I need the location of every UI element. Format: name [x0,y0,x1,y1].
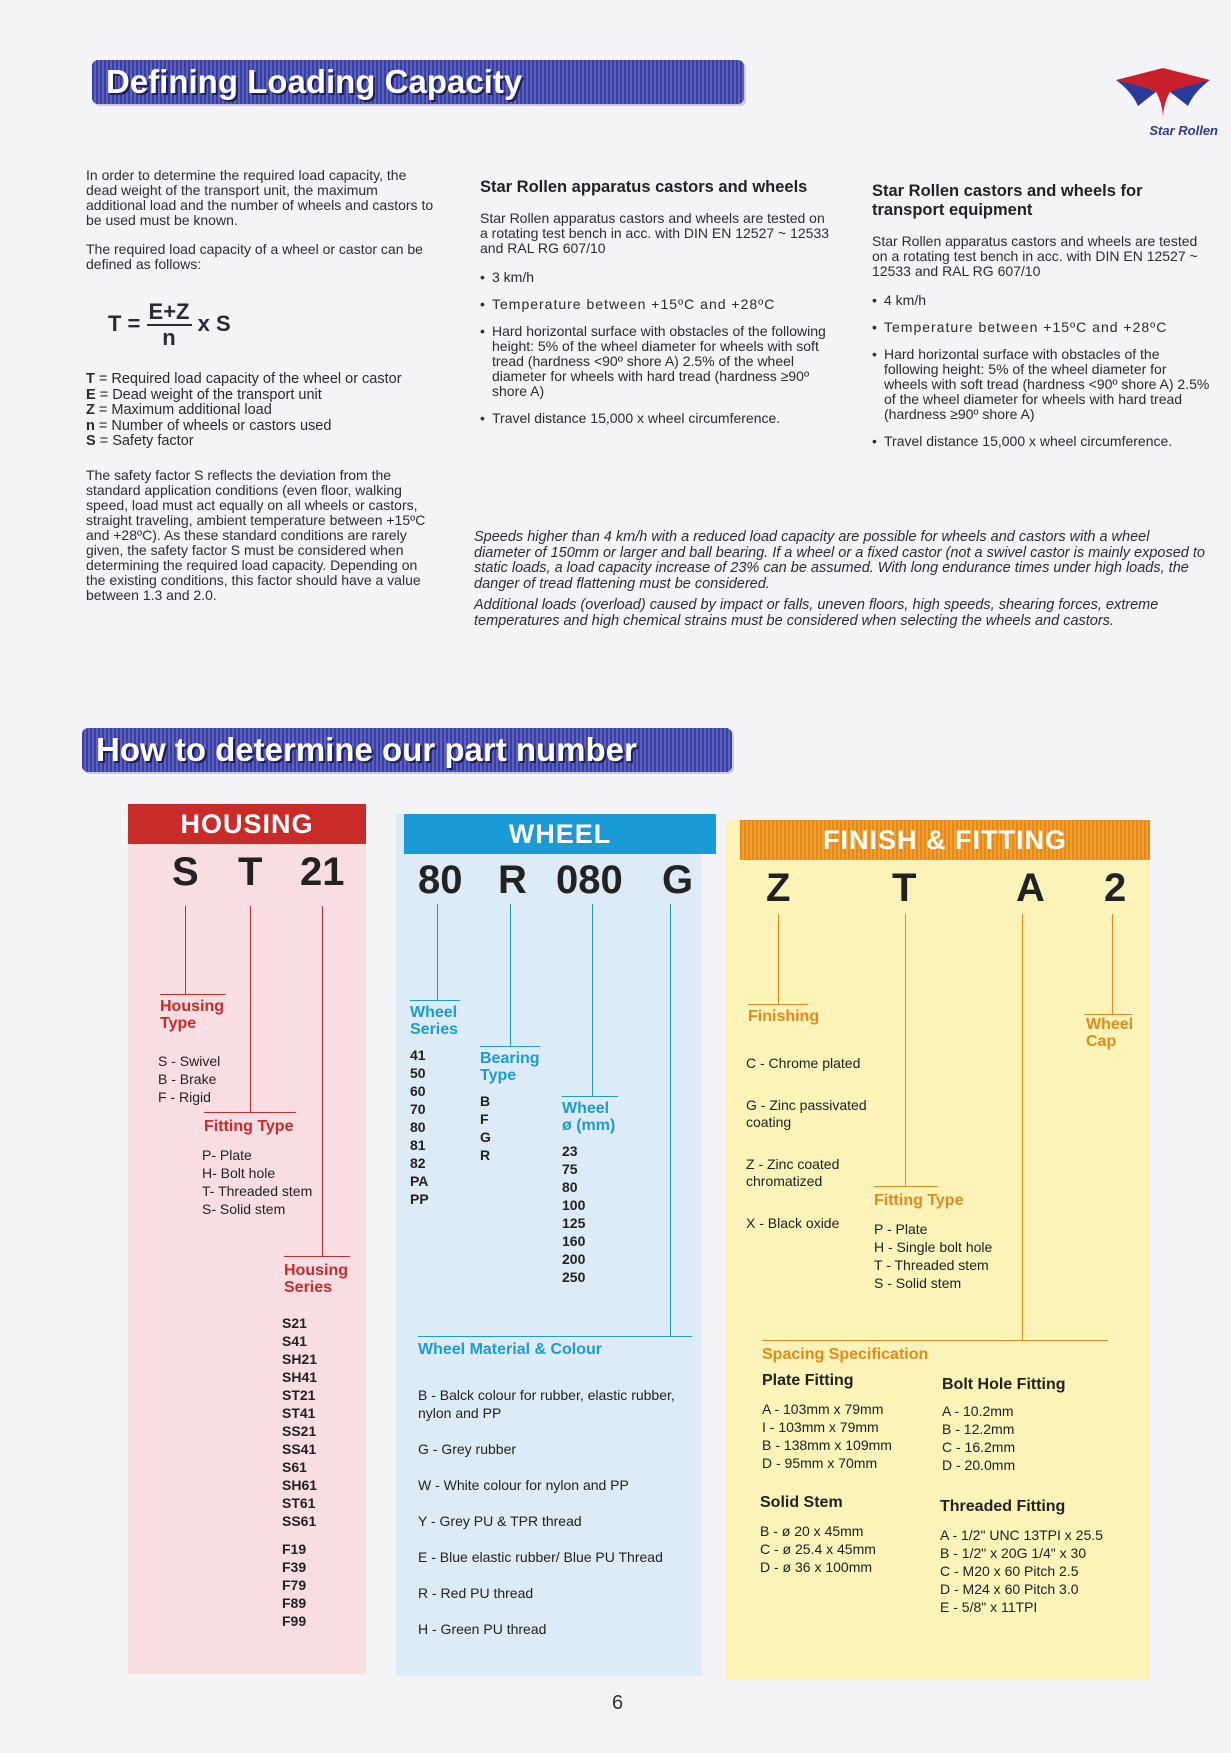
list-item: D - M24 x 60 Pitch 3.0 [940,1581,1079,1597]
list-item: B - Brake [158,1071,217,1087]
list-item: T- Threaded stem [202,1183,313,1199]
page-number: 6 [612,1692,624,1714]
list-item: G [480,1129,491,1145]
finishing-label: Finishing [748,1008,820,1025]
list-item: 200 [562,1251,586,1267]
finish-fitting-type-label: Fitting Type [874,1192,964,1209]
logo-text: Star Rollen [1149,123,1218,138]
list-item: A - 103mm x 79mm [762,1401,884,1417]
apparatus-bullet: • Hard horizontal surface with obstacles of the following height: 5% of the wheel diameter for wheels with soft tread (hardness <90º shore A) 2.5% of the wheel diameter for wheels with hard tread (hardness ≥90º shore A) [480,324,830,399]
housing-type-label: Housing Type [160,998,224,1032]
list-item: 82 [410,1155,426,1171]
bolt-hole-fitting-list [942,1402,1015,1474]
wheel-series-label: Wheel Series [410,1004,459,1038]
transport-heading: Star Rollen castors and wheels for transport equipment [872,182,1143,219]
bearing-type-label: Bearing Type [480,1050,540,1084]
list-item: E - Blue elastic rubber/ Blue PU Thread [418,1549,663,1565]
apparatus-bullet: • Temperature between +15ºC and +28ºC [480,297,830,312]
wheel-header: WHEEL [404,814,716,854]
transport-bullet: • Temperature between +15ºC and +28ºC [872,320,1212,335]
list-item: B - 138mm x 109mm [762,1437,892,1453]
load-formula [108,300,231,350]
section-title-part-number: How to determine our part number [82,728,732,772]
list-item: T - Threaded stem [874,1257,989,1273]
list-item: PP [410,1191,429,1207]
list-item: F39 [282,1559,307,1575]
definition-row: S = Safety factor [86,433,194,449]
wheel-series-list [410,1046,429,1208]
list-item: 70 [410,1101,426,1117]
list-item: H - Green PU thread [418,1621,547,1637]
overload-note: Additional loads (overload) caused by impact or falls, uneven floors, high speeds, shearing forces, extreme temperatures and high chemical strains must be considered when selecting the wheels and castors. [474,597,1159,629]
finishing-list [746,1038,867,1249]
list-item: H - Single bolt hole [874,1239,993,1255]
list-item: 100 [562,1197,586,1213]
wheel-code-r: R [498,858,527,902]
housing-type-list [158,1052,220,1106]
list-item: S21 [282,1315,307,1331]
safety-factor-text: The safety factor S reflects the deviation from the standard application conditions (even floor, walking speed, load must act equally on all wheels or castors, straight traveling, ambient temperature between +15ºC and +28ºC). As these standard conditions are rarely given, the safety factor S must be considered when determining the required load capacity. Depending on the existing conditions, this factor should have a value between 1.3 and 2.0. [86,467,426,603]
speed-note: Speeds higher than 4 km/h with a reduced load capacity are possible for wheels and castors with a wheel diameter of 150mm or larger and ball bearing. If a wheel or a fixed castor (not a swivel castor is mainly exposed to static loads, a load capacity increase of 23% can be assumed. With long endurance times under high loads, the danger of tread flattening must be considered. [474,529,1205,592]
list-item: Z - Zinc coated chromatized [746,1156,840,1189]
list-item: F19 [282,1541,307,1557]
list-item: A - 1/2" UNC 13TPI x 25.5 [940,1527,1103,1543]
plate-fitting-label: Plate Fitting [762,1372,854,1389]
wheel-material-list [418,1368,675,1656]
list-item: ST41 [282,1405,316,1421]
formula-numerator: E+Z [148,299,190,324]
finish-code-z: Z [766,866,791,910]
star-rollen-logo [1108,66,1218,138]
definition-row: E = Dead weight of the transport unit [86,386,322,403]
housing-series-label: Housing Series [284,1262,348,1296]
definition-row: Z = Maximum additional load [86,402,272,418]
list-item: B - 12.2mm [942,1421,1015,1437]
list-item: P - Plate [874,1221,928,1237]
list-item: 125 [562,1215,586,1231]
housing-code-s: S [172,850,199,894]
housing-code-t: T [238,850,263,894]
list-item: S- Solid stem [202,1201,286,1217]
logo-mark-icon [1108,66,1218,118]
wheel-code-g: G [662,858,694,902]
list-item: 50 [410,1065,426,1081]
list-item: SH41 [282,1369,318,1385]
list-item: P- Plate [202,1147,252,1163]
apparatus-bullet: • Travel distance 15,000 x wheel circumference. [480,411,830,426]
list-item: SH21 [282,1351,318,1367]
wheel-material-label: Wheel Material & Colour [418,1341,603,1358]
finish-fitting-type-list [874,1220,992,1292]
list-item: B [480,1093,491,1109]
list-item: E - 5/8" x 11TPI [940,1599,1038,1615]
housing-code-21: 21 [300,850,345,894]
list-item: S61 [282,1459,307,1475]
list-item: R - Red PU thread [418,1585,534,1601]
list-item: S - Swivel [158,1053,221,1069]
formula-fraction [147,300,192,350]
list-item: ST61 [282,1495,316,1511]
list-item: ST21 [282,1387,316,1403]
list-item: G - Grey rubber [418,1441,517,1457]
housing-series-list [282,1314,317,1630]
wheel-code-80: 80 [418,858,463,902]
solid-stem-list [760,1522,876,1576]
apparatus-heading: Star Rollen apparatus castors and wheels [480,178,808,196]
housing-panel [128,804,366,1674]
list-item: SS61 [282,1513,317,1529]
section-title-loading-capacity: Defining Loading Capacity [92,60,744,104]
transport-bullet: • 4 km/h [872,293,1212,308]
formula-lhs: T = [108,310,141,336]
list-item: S - Solid stem [874,1275,962,1291]
list-item: 75 [562,1161,578,1177]
list-item: 80 [410,1119,426,1135]
spacing-specification-label: Spacing Specification [762,1346,929,1363]
list-item: C - 16.2mm [942,1439,1016,1455]
list-item: SS41 [282,1441,317,1457]
list-item: S41 [282,1333,307,1349]
solid-stem-label: Solid Stem [760,1494,843,1511]
threaded-fitting-list [940,1526,1103,1616]
list-item: H- Bolt hole [202,1165,276,1181]
wheel-code-080: 080 [556,858,623,902]
threaded-fitting-label: Threaded Fitting [940,1498,1066,1515]
transport-text: Star Rollen apparatus castors and wheels are tested on a rotating test bench in acc. with DIN EN 12527 ~ 12533 and RAL RG 607/10 [872,233,1198,279]
list-item: SS21 [282,1423,317,1439]
list-item: 80 [562,1179,578,1195]
finish-header: FINISH & FITTING [740,820,1150,860]
housing-header: HOUSING [128,804,366,844]
list-item: 81 [410,1137,426,1153]
intro-paragraph-2: The required load capacity of a wheel or castor can be defined as follows: [86,241,423,272]
finish-code-a: A [1016,866,1045,910]
list-item: F89 [282,1595,307,1611]
list-item: F [480,1111,489,1127]
list-item: 160 [562,1233,586,1249]
list-item: C - M20 x 60 Pitch 2.5 [940,1563,1079,1579]
list-item: 60 [410,1083,426,1099]
list-item: I - 103mm x 79mm [762,1419,879,1435]
list-item: F - Rigid [158,1089,211,1105]
formula-definitions [86,372,446,450]
list-item: 41 [410,1047,426,1063]
list-item: PA [410,1173,429,1189]
list-item: G - Zinc passivated coating [746,1097,867,1130]
fitting-type-list [202,1146,312,1218]
list-item: B - ø 20 x 45mm [760,1523,864,1539]
wheel-cap-label: Wheel Cap [1086,1016,1134,1050]
list-item: R [480,1147,491,1163]
list-item: D - ø 36 x 100mm [760,1559,873,1575]
definition-row: n = Number of wheels or castors used [86,417,332,434]
list-item: W - White colour for nylon and PP [418,1477,629,1493]
finish-code-2: 2 [1104,866,1127,910]
apparatus-bullet: • 3 km/h [480,270,830,285]
list-item: C - ø 25.4 x 45mm [760,1541,876,1557]
transport-bullet: • Travel distance 15,000 x wheel circumference. [872,434,1212,449]
list-item: B - Balck colour for rubber, elastic rubber, nylon and PP [418,1387,675,1421]
wheel-diameter-label: Wheel ø (mm) [562,1100,616,1134]
bolt-hole-fitting-label: Bolt Hole Fitting [942,1376,1066,1393]
bearing-type-list [480,1092,491,1164]
list-item: D - 20.0mm [942,1457,1016,1473]
definition-row: T = Required load capacity of the wheel or castor [86,371,402,387]
list-item: X - Black oxide [746,1215,840,1231]
wheel-diameter-list [562,1142,585,1286]
list-item: F79 [282,1577,307,1593]
intro-text [86,168,434,286]
list-item: F99 [282,1613,307,1629]
apparatus-castors-column [480,178,830,438]
finish-code-t: T [892,866,917,910]
list-item: A - 10.2mm [942,1403,1014,1419]
list-item: B - 1/2" x 20G 1/4" x 30 [940,1545,1087,1561]
list-item: C - Chrome plated [746,1055,861,1071]
formula-rhs: x S [197,310,231,336]
list-item: Y - Grey PU & TPR thread [418,1513,582,1529]
intro-paragraph-1: In order to determine the required load capacity, the dead weight of the transport unit, the maximum additional load and the number of wheels and castors to be used must be known. [86,167,434,228]
list-item: SH61 [282,1477,318,1493]
transport-castors-column [872,182,1212,461]
formula-denominator: n [162,325,176,350]
plate-fitting-list [762,1400,892,1472]
transport-bullet: • Hard horizontal surface with obstacles of the following height: 5% of the wheel diameter for wheels with soft tread (hardness <90º shore A) 2.5% of the wheel diameter for wheels with hard tread (hardness ≥90º shore A) [872,347,1212,422]
list-item: 23 [562,1143,578,1159]
list-item: 250 [562,1269,586,1285]
fitting-type-label: Fitting Type [204,1118,294,1135]
apparatus-text: Star Rollen apparatus castors and wheels are tested on a rotating test bench in acc. with DIN EN 12527 ~ 12533 and RAL RG 607/10 [480,210,830,256]
list-item: D - 95mm x 70mm [762,1455,878,1471]
